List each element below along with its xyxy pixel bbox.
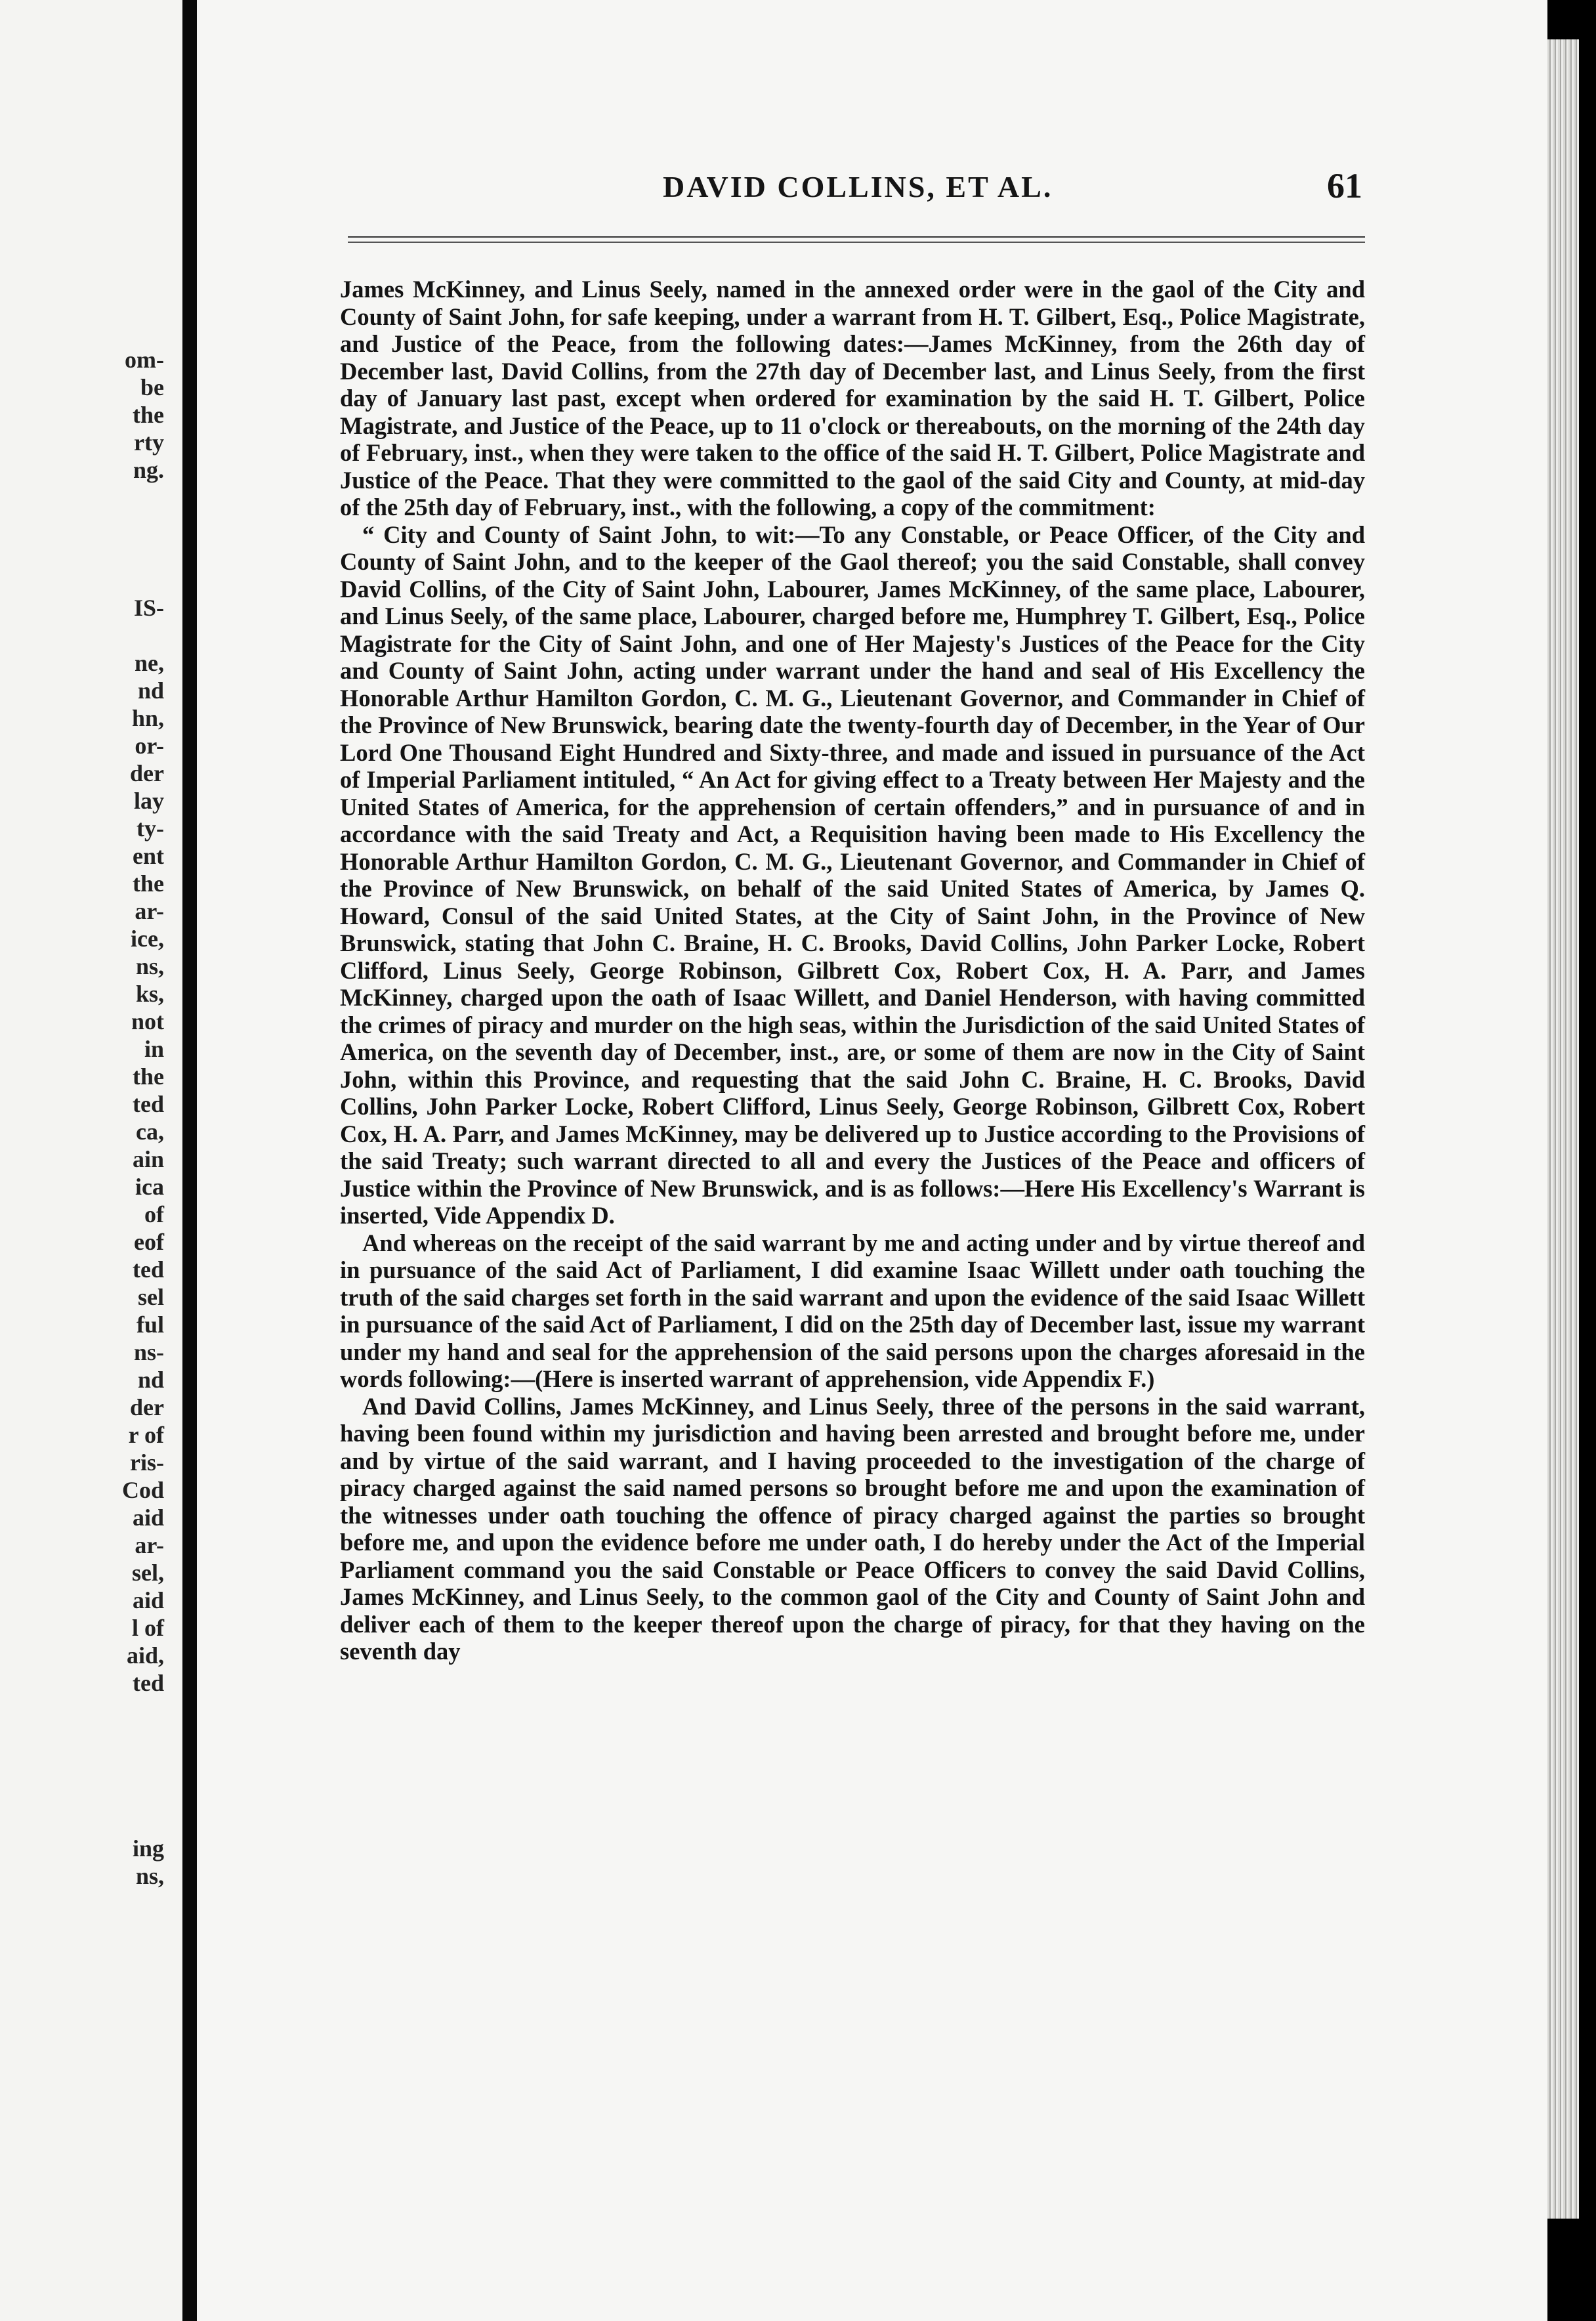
facing-page-line-fragment: ns-	[133, 1339, 164, 1365]
facing-page-line-fragment: ica	[135, 1174, 164, 1200]
facing-page-line-fragment: aid	[132, 1587, 164, 1613]
facing-page-line-fragment: aid,	[126, 1642, 164, 1669]
facing-page-line-fragment: ns,	[135, 1863, 164, 1889]
facing-page-line-fragment: om-	[125, 347, 164, 373]
facing-page-line-fragment: ty-	[136, 815, 164, 841]
facing-page-line-fragment: hn,	[131, 705, 164, 731]
facing-page-line-fragment: lay	[133, 788, 164, 814]
facing-page-line-fragment: ful	[136, 1311, 164, 1338]
header-rule	[348, 236, 1365, 243]
facing-page-line-fragment: der	[130, 1394, 164, 1420]
facing-page-line-fragment: rty	[134, 429, 164, 456]
facing-page-line-fragment: not	[131, 1008, 164, 1034]
facing-page-line-fragment: ns,	[135, 953, 164, 979]
facing-page-line-fragment: sel	[138, 1284, 164, 1310]
facing-page-line-fragment: of	[144, 1201, 164, 1227]
facing-page-line-fragment: or-	[135, 733, 164, 759]
facing-page-line-fragment: ted	[133, 1256, 164, 1283]
facing-page-line-fragment: eof	[134, 1229, 164, 1255]
facing-page-line-fragment: Cod	[121, 1477, 164, 1503]
facing-page-line-fragment: ar-	[135, 1532, 164, 1558]
facing-page-line-fragment: ice,	[131, 926, 164, 952]
facing-page-line-fragment: the	[133, 402, 164, 428]
book-gutter	[182, 0, 197, 2321]
facing-page-fragment	[0, 0, 182, 2321]
facing-page-line-fragment: l of	[132, 1615, 164, 1641]
facing-page-line-fragment: ted	[133, 1091, 164, 1117]
facing-page-line-fragment: ain	[132, 1146, 164, 1172]
facing-page-line-fragment: ca,	[136, 1118, 164, 1145]
facing-page-line-fragment: r of	[128, 1422, 164, 1448]
facing-page-line-fragment: be	[140, 374, 164, 400]
facing-page-line-fragment: ks,	[135, 981, 164, 1007]
facing-page-line-fragment: in	[144, 1036, 164, 1062]
facing-page-line-fragment: der	[130, 760, 164, 786]
facing-page-line-fragment: nd	[137, 677, 164, 704]
page-number: 61	[1327, 166, 1362, 205]
body-text	[340, 276, 1365, 1665]
facing-page-line-fragment: ar-	[135, 898, 164, 924]
paragraph: James McKinney, and Linus Seely, named in the annexed order were in the gaol of the City and County of Saint John, for safe keeping, under a warrant from H. T. Gilbert, Esq., Police Magistrate, and Justice of the Peace, from the following dates:—James McKinney, from the 26th day of December last, David Collins, from the 27th day of December last, and Linus Seely, from the first day of January last past, except when ordered for examination by the said H. T. Gilbert, Police Magistrate, and Justice of the Peace, up to 11 o'clock or thereabouts, on the morning of the 24th day of February, inst., when they were taken to the office of the said H. T. Gilbert, Police Magistrate and Justice of the Peace. That they were committed to the gaol of the said City and County, at mid-day of the 25th day of February, inst., with the following, a copy of the commitment:	[340, 276, 1365, 521]
facing-page-line-fragment: the	[133, 1063, 164, 1090]
running-head: DAVID COLLINS, ET AL.	[663, 170, 1053, 203]
facing-page-line-fragment: ing	[132, 1835, 164, 1862]
facing-page-line-fragment: the	[133, 870, 164, 897]
facing-page-line-fragment: nd	[137, 1367, 164, 1393]
facing-page-line-fragment: aid	[132, 1504, 164, 1531]
facing-page-line-fragment: ent	[133, 843, 164, 869]
page-edges	[1547, 39, 1579, 2219]
facing-page-line-fragment: ted	[133, 1670, 164, 1696]
facing-page-line-fragment: IS-	[133, 595, 164, 621]
facing-page-line-fragment: ng.	[133, 457, 164, 483]
facing-page-line-fragment: ne,	[135, 650, 164, 676]
paragraph: “ City and County of Saint John, to wit:—To any Constable, or Peace Officer, of the City and County of Saint John, and to the keeper of the Gaol thereof; you the said Constable, shall convey David Collins, of the City of Saint John, Labourer, James McKinney, of the same place, Labourer, and Linus Seely, of the same place, Labourer, charged before me, Humphrey T. Gilbert, Esq., Police Magistrate for the City of Saint John, and one of Her Majesty's Justices of the Peace for the City and County of Saint John, acting under warrant under the hand and seal of His Excellency the Honorable Arthur Hamilton Gordon, C. M. G., Lieutenant Governor, and Commander in Chief of the Province of New Brunswick, bearing date the twenty-fourth day of December, in the Year of Our Lord One Thousand Eight Hundred and Sixty-three, and made and issued in pursuance of the Act of Imperial Parliament intituled, “ An Act for giving effect to a Treaty between Her Majesty and the United States of America, for the apprehension of certain offenders,” and in pursuance of and in accordance with the said Treaty and Act, a Requisition having been made to His Excellency the Honorable Arthur Hamilton Gordon, C. M. G., Lieutenant Governor, and Commander in Chief of the Province of New Brunswick, on behalf of the said United States of America, by James Q. Howard, Consul of the said United States, at the City of Saint John, in the Province of New Brunswick, stating that John C. Braine, H. C. Brooks, David Collins, John Parker Locke, Robert Clifford, Linus Seely, George Robinson, Gilbrett Cox, Robert Cox, H. A. Parr, and James McKinney, charged upon the oath of Isaac Willett, and Daniel Henderson, with having committed the crimes of piracy and murder on the high seas, within the Jurisdiction of the said United States of America, on the seventh day of December, inst., are, or some of them are now in the City of Saint John, within this Province, and requesting that the said John C. Braine, H. C. Brooks, David Collins, John Parker Locke, Robert Clifford, Linus Seely, George Robinson, Gilbrett Cox, Robert Cox, H. A. Parr, and James McKinney, may be delivered up to Justice according to the Provisions of the said Treaty; such warrant directed to all and every the Justices of the Peace and officers of Justice within the Province of New Brunswick, and is as follows:—Here His Excellency's Warrant is inserted, Vide Appendix D.	[340, 521, 1365, 1229]
facing-page-line-fragment: sel,	[132, 1560, 164, 1586]
facing-page-line-fragment: ris-	[130, 1449, 164, 1476]
paragraph: And David Collins, James McKinney, and Linus Seely, three of the persons in the said warrant, having been found within my jurisdiction and having been arrested and brought before me, under and by virtue of the said warrant, and I having proceeded to the investigation of the charge of piracy charged against the said named persons so brought before me and upon the examination of the witnesses under oath touching the offence of piracy charged against the parties so brought before me, and upon the evidence before me under oath, I do hereby under the Act of the Imperial Parliament command you the said Constable or Peace Officers to convey the said David Collins, James McKinney, and Linus Seely, to the common gaol of the City and County of Saint John and deliver each of them to the keeper thereof upon the charge of piracy, for that they having on the seventh day	[340, 1392, 1365, 1665]
paragraph: And whereas on the receipt of the said warrant by me and acting under and by virtue thereof and in pursuance of the said Act of Parliament, I did examine Isaac Willett under oath touching the truth of the said charges set forth in the said warrant and upon the evidence of the said Isaac Willett in pursuance of the said Act of Parliament, I did on the 25th day of December last, issue my warrant under my hand and seal for the apprehension of the said persons upon the charges aforesaid in the words following:—(Here is inserted warrant of apprehension, vide Appendix F.)	[340, 1229, 1365, 1392]
